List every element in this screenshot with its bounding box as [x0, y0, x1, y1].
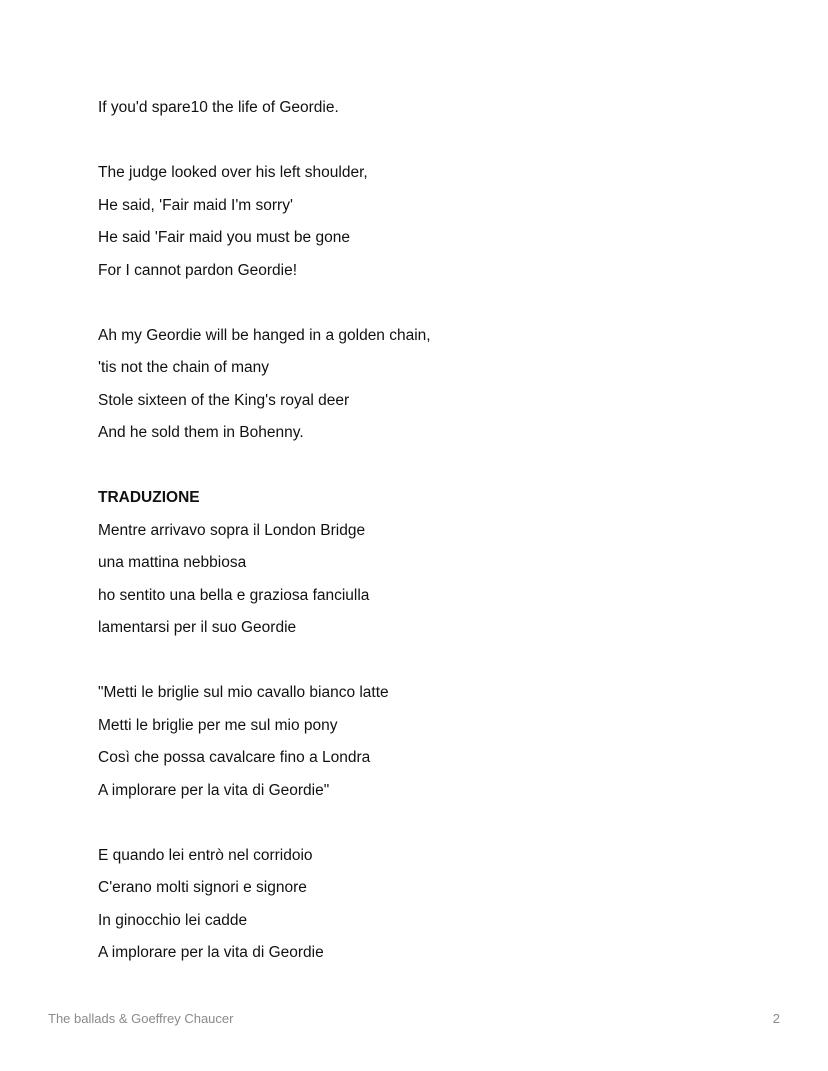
text-line: A implorare per la vita di Geordie — [98, 944, 324, 961]
stanza-gap — [98, 807, 778, 840]
page-number: 2 — [772, 1011, 780, 1026]
text-line: "Metti le briglie sul mio cavallo bianco latte — [98, 684, 389, 701]
text-line: Stole sixteen of the King's royal deer — [98, 391, 350, 409]
text-line: C'erano molti signori e signore — [98, 879, 307, 896]
text-line: Così che possa cavalcare fino a Londra — [98, 749, 371, 766]
text-line: E quando lei entrò nel corridoio — [98, 846, 313, 864]
stanza-gap — [98, 287, 778, 320]
stanza-gap — [98, 645, 778, 678]
text-line: In ginocchio lei cadde — [98, 911, 248, 929]
text-line: ho sentito una bella e graziosa fanciulla — [98, 586, 370, 604]
text-line: And he sold them in Bohenny. — [98, 424, 304, 441]
section-heading: TRADUZIONE — [98, 489, 200, 506]
text-line: Metti le briglie per me sul mio pony — [98, 716, 338, 734]
footer-title: The ballads & Goeffrey Chaucer — [48, 1011, 234, 1026]
page-body — [98, 92, 778, 970]
text-line: Ah my Geordie will be hanged in a golden chain, — [98, 326, 431, 344]
text-line: Mentre arrivavo sopra il London Bridge — [98, 521, 366, 539]
text-line: lamentarsi per il suo Geordie — [98, 619, 297, 636]
text-line: He said 'Fair maid you must be gone — [98, 229, 350, 246]
text-line: A implorare per la vita di Geordie" — [98, 781, 330, 799]
text-line: 'tis not the chain of many — [98, 359, 269, 376]
text-line: The judge looked over his left shoulder, — [98, 164, 368, 181]
text-line: una mattina nebbiosa — [98, 554, 247, 571]
stanza-gap — [98, 125, 778, 158]
stanza-gap — [98, 450, 778, 483]
text-line: For I cannot pardon Geordie! — [98, 261, 298, 279]
text-line: If you'd spare10 the life of Geordie. — [98, 99, 339, 116]
text-line: He said, 'Fair maid I'm sorry' — [98, 196, 293, 214]
